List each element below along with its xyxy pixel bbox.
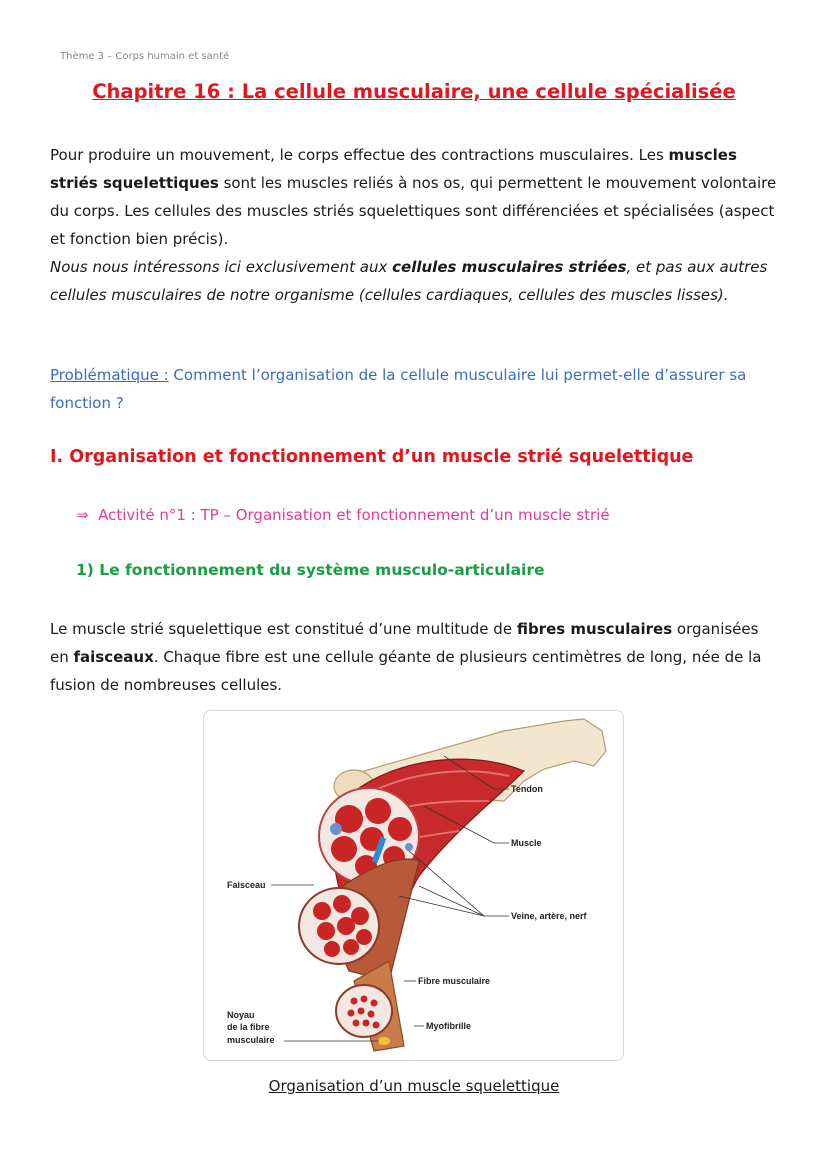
intro-italic-1: Nous nous intéressons ici exclusivement aux [50,258,393,276]
label-fibre: Fibre musculaire [418,976,491,986]
problematique-label: Problématique : [50,366,169,384]
intro-italic-bold: cellules musculaires striées [392,258,627,276]
fibres-text-1: Le muscle strié squelettique est constitué d’une multitude de [50,620,517,638]
problematique-text: Comment l’organisation de la cellule musculaire lui permet-elle d’assurer sa fonction ? [50,366,747,412]
fibres-text-3: . Chaque fibre est une cellule géante de plusieurs centimètres de long, née de la fusion de nombreuses cellules. [50,648,762,694]
muscle-diagram [204,711,623,1060]
chapter-title: Chapitre 16 : La cellule musculaire, une cellule spécialisée [92,80,736,103]
intro-text-2: sont les muscles reliés à nos os, qui permettent le mouvement volontaire du corps. Les cellules des muscles striés squelettiques sont différenciées et spécialisées (aspect et fonction bien précis). [50,174,777,248]
subsection-1-title: 1) Le fonctionnement du système musculo-articulaire [76,561,545,579]
label-vessels: Veine, artère, nerf [511,911,587,921]
muscle-figure [203,710,624,1061]
fibres-text-2: organisées en [50,620,759,666]
activity-text: Activité n°1 : TP – Organisation et fonctionnement d’un muscle strié [98,506,610,524]
intro-bold-1: muscles striés squelettiques [50,146,737,192]
fibres-bold-1: fibres musculaires [516,620,673,638]
label-noyau-line3: musculaire [227,1035,275,1045]
label-muscle: Muscle [511,838,542,848]
arrow-icon: ⇒ [76,506,89,524]
intro-italic-2: , et pas aux autres cellules musculaires de notre organisme (cellules cardiaques, cellules des muscles lisses). [50,258,768,304]
fibre-illustration [336,961,404,1051]
label-noyau-line1: Noyau [227,1010,255,1020]
fascicle-illustration [299,859,419,981]
activity-line [76,506,610,524]
label-noyau-line2: de la fibre [227,1022,270,1032]
label-tendon: Tendon [511,784,543,794]
intro-paragraph [50,141,780,309]
problematique [50,361,780,417]
fibres-bold-2: faisceaux [73,648,154,666]
figure-caption: Organisation d’un muscle squelettique [268,1077,560,1095]
section-1-title: I. Organisation et fonctionnement d’un muscle strié squelettique [50,447,694,467]
label-myofibrille: Myofibrille [426,1021,472,1031]
intro-text-1: Pour produire un mouvement, le corps effectue des contractions musculaires. Les [50,146,669,164]
header-theme: Thème 3 – Corps humain et santé [60,51,230,62]
fibres-paragraph [50,615,780,699]
label-faisceau: Faisceau [227,880,266,890]
